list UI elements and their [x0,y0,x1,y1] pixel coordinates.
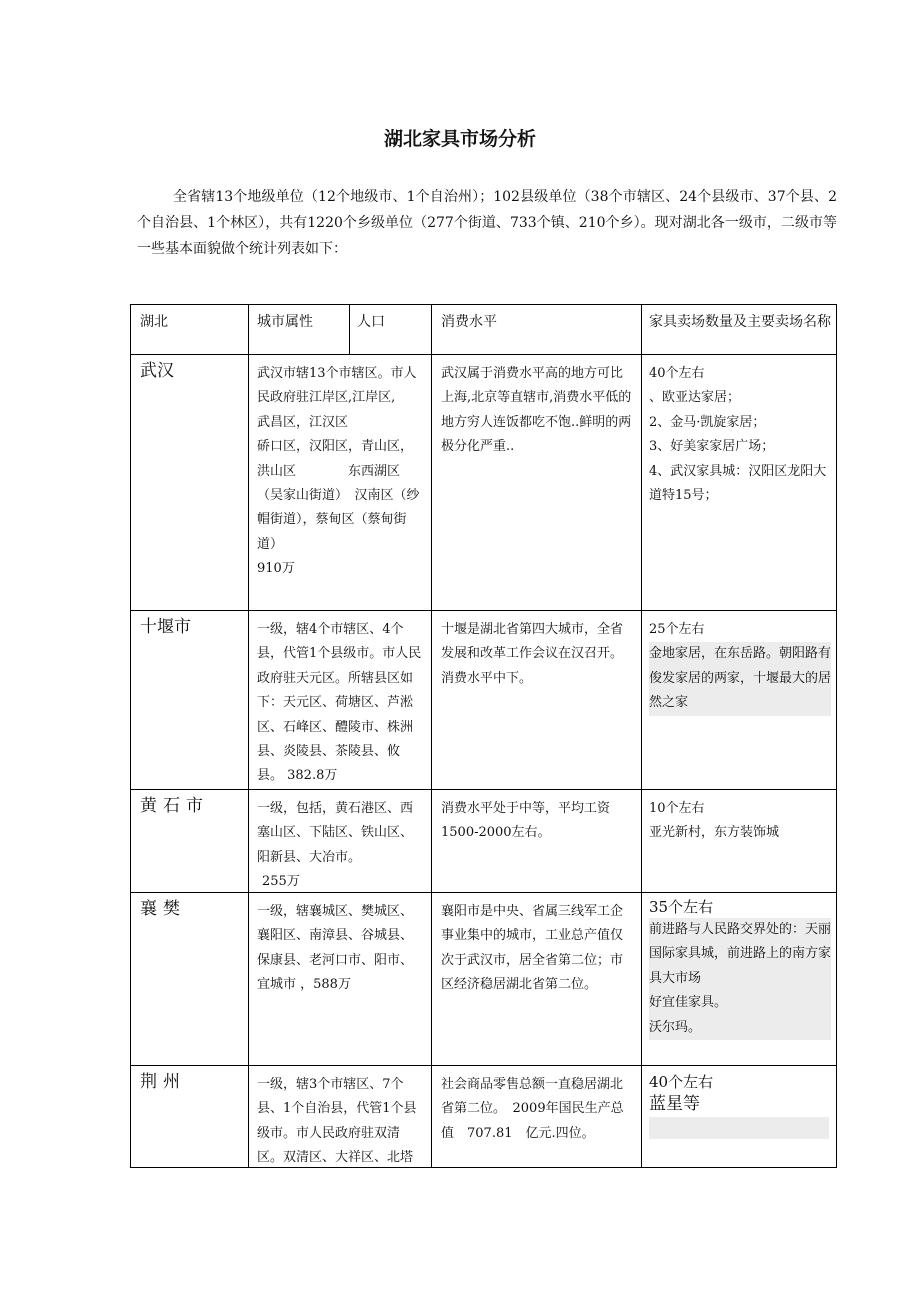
store-list: 10个左右 亚光新村，东方装饰城 [649,801,780,841]
consumption-level: 武汉属于消费水平高的地方可比上海,北京等直辖市,消费水平低的地方穷人连饭都吃不饱..鲜明的两极分化严重.. [441,366,632,455]
header-city-attribute: 城市属性 [257,314,313,330]
city-name: 十堰市 [140,617,191,637]
store-list: 25个左右 金地家居，在东岳路。朝阳路有俊发家居的两家，十堰最大的居然之家 [649,618,831,716]
city-attribute: 一级，辖3个市辖区、7个县、1个自治县，代管1个县级市。市人民政府驻双清区。双清区、大祥区、北塔 [257,1077,417,1166]
header-stores: 家具卖场数量及主要卖场名称 [649,314,831,330]
header-population: 人口 [357,314,385,330]
city-attribute: 一级，辖4个市辖区、4个县，代管1个县级市。市人民政府驻天元区。所辖县区如下：天元区、荷塘区、芦淞区、石峰区、醴陵市、株洲县、炎陵县、茶陵县、攸县。 382.8万 [257,622,422,784]
header-region: 湖北 [140,314,168,330]
header-consumption: 消费水平 [441,314,497,330]
consumption-level: 襄阳市是中央、省属三线军工企事业集中的城市，工业总产值仅次于武汉市，居全省第二位；市区经济稳居湖北省第二位。 [441,904,624,993]
store-list: 40个左右 、欧亚达家居； 2、金马·凯旋家居； 3、好美家家居广场； 4、武汉家具城：汉阳区龙阳大道特15号； [649,366,827,504]
document-title: 湖北家具市场分析 [383,128,536,150]
city-name: 荆州 [140,1072,186,1092]
intro-paragraph: 全省辖13个地级单位（12个地级市、1个自治州）；102县级单位（38个市辖区、24个县级市、37个县、2个自治县、1个林区），共有1220个乡级单位（277个街道、733个镇、210个乡）。现对湖北各一级市，二级市等一些基本面貌做个统计列表如下： [137,189,837,257]
consumption-level: 十堰是湖北省第四大城市，全省发展和改革工作会议在汉召开。消费水平中下。 [441,622,624,686]
city-name: 黄石市 [140,796,209,816]
city-attribute: 武汉市辖13个市辖区。市人民政府驻江岸区,江岸区, 武昌区，江汉区 硚口区，汉阳区，青山区， 洪山区 东西湖区 （吴家山街道） 汉南区（纱帽街道），蔡甸区（蔡甸街道） 910万 [257,366,420,577]
city-name: 襄樊 [140,899,186,919]
city-name: 武汉 [140,361,174,381]
city-attribute: 一级，包括，黄石港区、西塞山区、下陆区、铁山区、阳新县、大冶市。 255万 [257,801,414,890]
consumption-level: 社会商品零售总额一直稳居湖北省第二位。 2009年国民生产总值 707.81 亿元.四位。 [441,1077,624,1141]
consumption-level: 消费水平处于中等，平均工资1500-2000左右。 [441,801,611,841]
store-list: 40个左右 蓝星等 [649,1071,831,1139]
store-list: 35个左右 前进路与人民路交界处的：天丽国际家具城，前进路上的南方家具大市场 好宜佳家具。 沃尔玛。 [649,896,831,1040]
shaded-blank [649,1117,829,1139]
city-attribute: 一级，辖襄城区、樊城区、襄阳区、南漳县、谷城县、保康县、老河口市、阳市、宜城市 ，588万 [257,904,414,993]
